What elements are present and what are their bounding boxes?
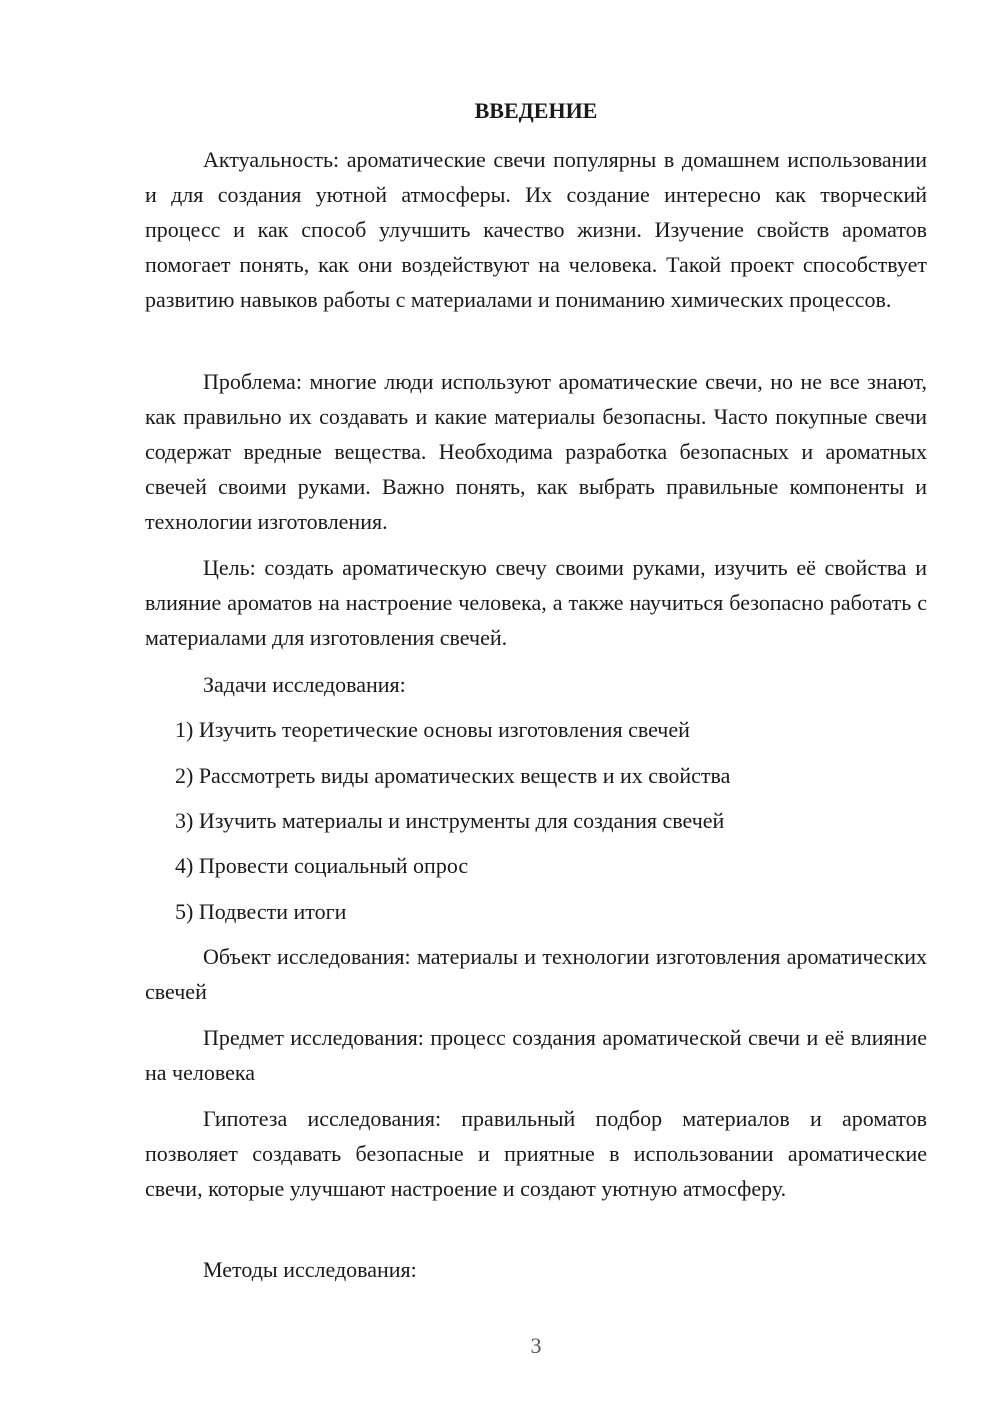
task-item: 1) Изучить теоретические основы изготовления свечей bbox=[175, 717, 690, 742]
methods-heading: Методы исследования: bbox=[203, 1257, 417, 1282]
task-item: 5) Подвести итоги bbox=[175, 899, 347, 924]
hypothesis-paragraph: Гипотеза исследования: правильный подбор материалов и ароматов позволяет создавать безопасные и приятные в использовании ароматические свечи, которые улучшают настроение и создают уютную атмосферу. bbox=[145, 1106, 927, 1201]
page-number: 3 bbox=[530, 1333, 542, 1358]
subject-paragraph: Предмет исследования: процесс создания ароматической свечи и её влияние на человека bbox=[145, 1025, 927, 1085]
tasks-heading: Задачи исследования: bbox=[203, 672, 406, 697]
object-paragraph: Объект исследования: материалы и технологии изготовления ароматических свечей bbox=[145, 944, 927, 1004]
task-item: 3) Изучить материалы и инструменты для создания свечей bbox=[175, 808, 725, 833]
task-item: 2) Рассмотреть виды ароматических веществ и их свойства bbox=[175, 763, 731, 788]
goal-paragraph: Цель: создать ароматическую свечу своими руками, изучить её свойства и влияние ароматов на настроение человека, а также научиться безопасно работать с материалами для изготовления свечей. bbox=[145, 555, 927, 650]
relevance-paragraph: Актуальность: ароматические свечи популярны в домашнем использовании и для создания уютной атмосферы. Их создание интересно как творческий процесс и как способ улучшить качество жизни. Изучение свойств ароматов помогает понять, как они воздействуют на человека. Такой проект способствует развитию навыков работы с материалами и пониманию химических процессов. bbox=[145, 147, 927, 312]
page-title: ВВЕДЕНИЕ bbox=[474, 98, 598, 123]
task-item: 4) Провести социальный опрос bbox=[175, 853, 469, 878]
problem-paragraph: Проблема: многие люди используют ароматические свечи, но не все знают, как правильно их создавать и какие материалы безопасны. Часто покупные свечи содержат вредные вещества. Необходима разработка безопасных и ароматных свечей своими руками. Важно понять, как выбрать правильные компоненты и технологии изготовления. bbox=[145, 369, 927, 534]
